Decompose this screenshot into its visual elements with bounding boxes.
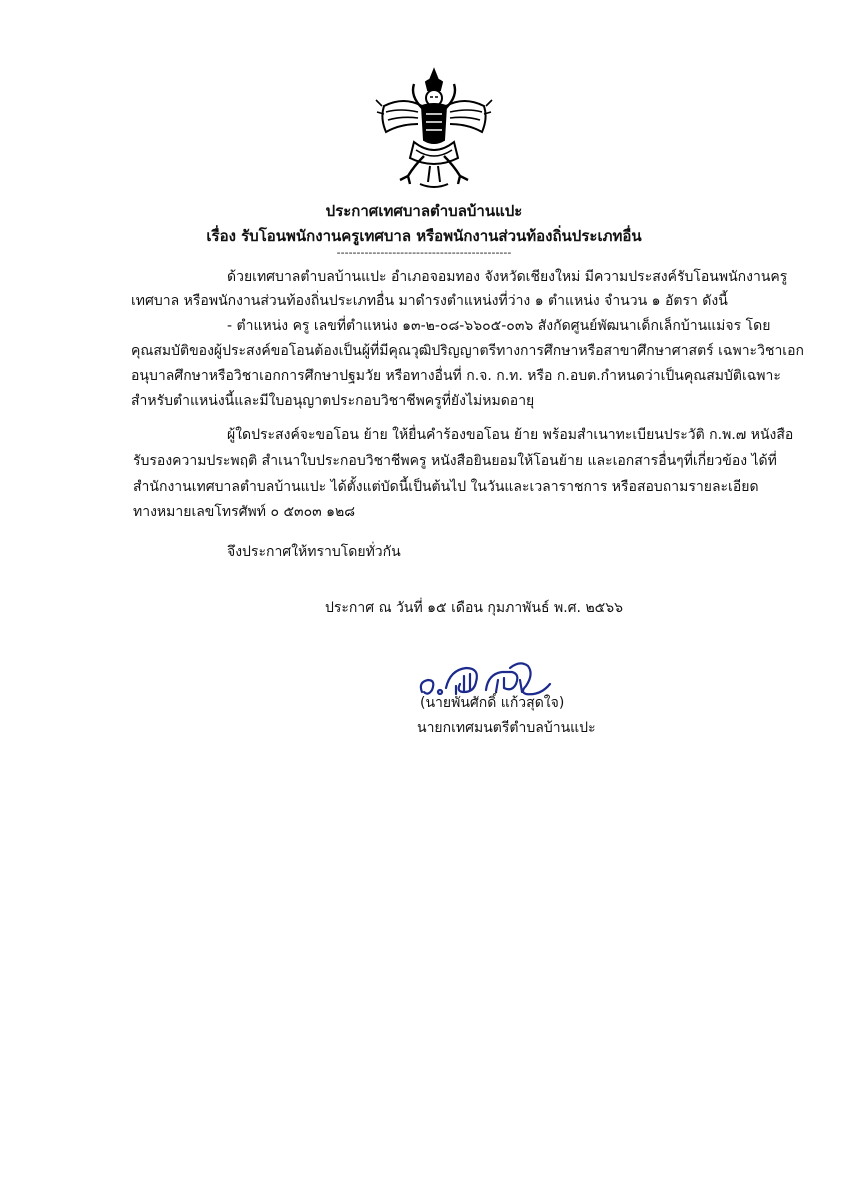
signer-title: นายกเทศมนตรีตำบลบ้านแปะ <box>417 720 596 736</box>
body-line: อนุบาลศึกษาหรือวิชาเอกการศึกษาปฐมวัย หรือทางอื่นที่ ก.จ. ก.ท. หรือ ก.อบต.กำหนดว่าเป็นคุณสมบัติเฉพาะ <box>131 368 781 384</box>
announcement-date: ประกาศ ณ วันที่ ๑๕ เดือน กุมภาพันธ์ พ.ศ. ๒๕๖๖ <box>325 600 624 616</box>
body-line: ด้วยเทศบาลตำบลบ้านแปะ อำเภอจอมทอง จังหวัดเชียงใหม่ มีความประสงค์รับโอนพนักงานครู <box>227 269 788 285</box>
closing-line: จึงประกาศให้ทราบโดยทั่วกัน <box>227 544 401 560</box>
signer-name: (นายพันศักดิ์ แก้วสุดใจ) <box>420 695 565 711</box>
announcement-title: ประกาศเทศบาลตำบลบ้านแปะ <box>325 202 523 220</box>
body-line: ทางหมายเลขโทรศัพท์ ๐ ๕๓๐๓ ๑๒๘ <box>133 504 356 520</box>
body-line: - ตำแหน่ง ครู เลขที่ตำแหน่ง ๑๓-๒-๐๘-๖๖๐๕-๐๓๖ สังกัดศูนย์พัฒนาเด็กเล็กบ้านแม่จร โดย <box>227 318 771 334</box>
body-line: เทศบาล หรือพนักงานส่วนท้องถิ่นประเภทอื่น มาดำรงตำแหน่งที่ว่าง ๑ ตำแหน่ง จำนวน ๑ อัตรา ดังนี้ <box>131 293 728 309</box>
body-line: สำนักงานเทศบาลตำบลบ้านแปะ ได้ตั้งแต่บัดนี้เป็นต้นไป ในวันและเวลาราชการ หรือสอบถามรายละเอียด <box>133 479 759 495</box>
announcement-subject: เรื่อง รับโอนพนักงานครูเทศบาล หรือพนักงานส่วนท้องถิ่นประเภทอื่น <box>206 227 642 245</box>
body-line: คุณสมบัติของผู้ประสงค์ขอโอนต้องเป็นผู้ที่มีคุณวุฒิปริญญาตรีทางการศึกษาหรือสาขาศึกษาศาสตร์ เฉพาะวิชาเอก <box>131 343 804 359</box>
body-line: ผู้ใดประสงค์จะขอโอน ย้าย ให้ยื่นคำร้องขอโอน ย้าย พร้อมสำเนาทะเบียนประวัติ ก.พ.๗ หนังสือ <box>227 427 794 443</box>
title-divider: -------------------------------------------- <box>336 246 512 259</box>
garuda-emblem-icon <box>374 66 494 192</box>
body-line: รับรองความประพฤติ สำเนาใบประกอบวิชาชีพครู หนังสือยินยอมให้โอนย้าย และเอกสารอื่นๆที่เกี่ยวข้อง ได้ที่ <box>133 453 777 469</box>
body-line: สำหรับตำแหน่งนี้และมีใบอนุญาตประกอบวิชาชีพครูที่ยังไม่หมดอายุ <box>131 393 535 409</box>
